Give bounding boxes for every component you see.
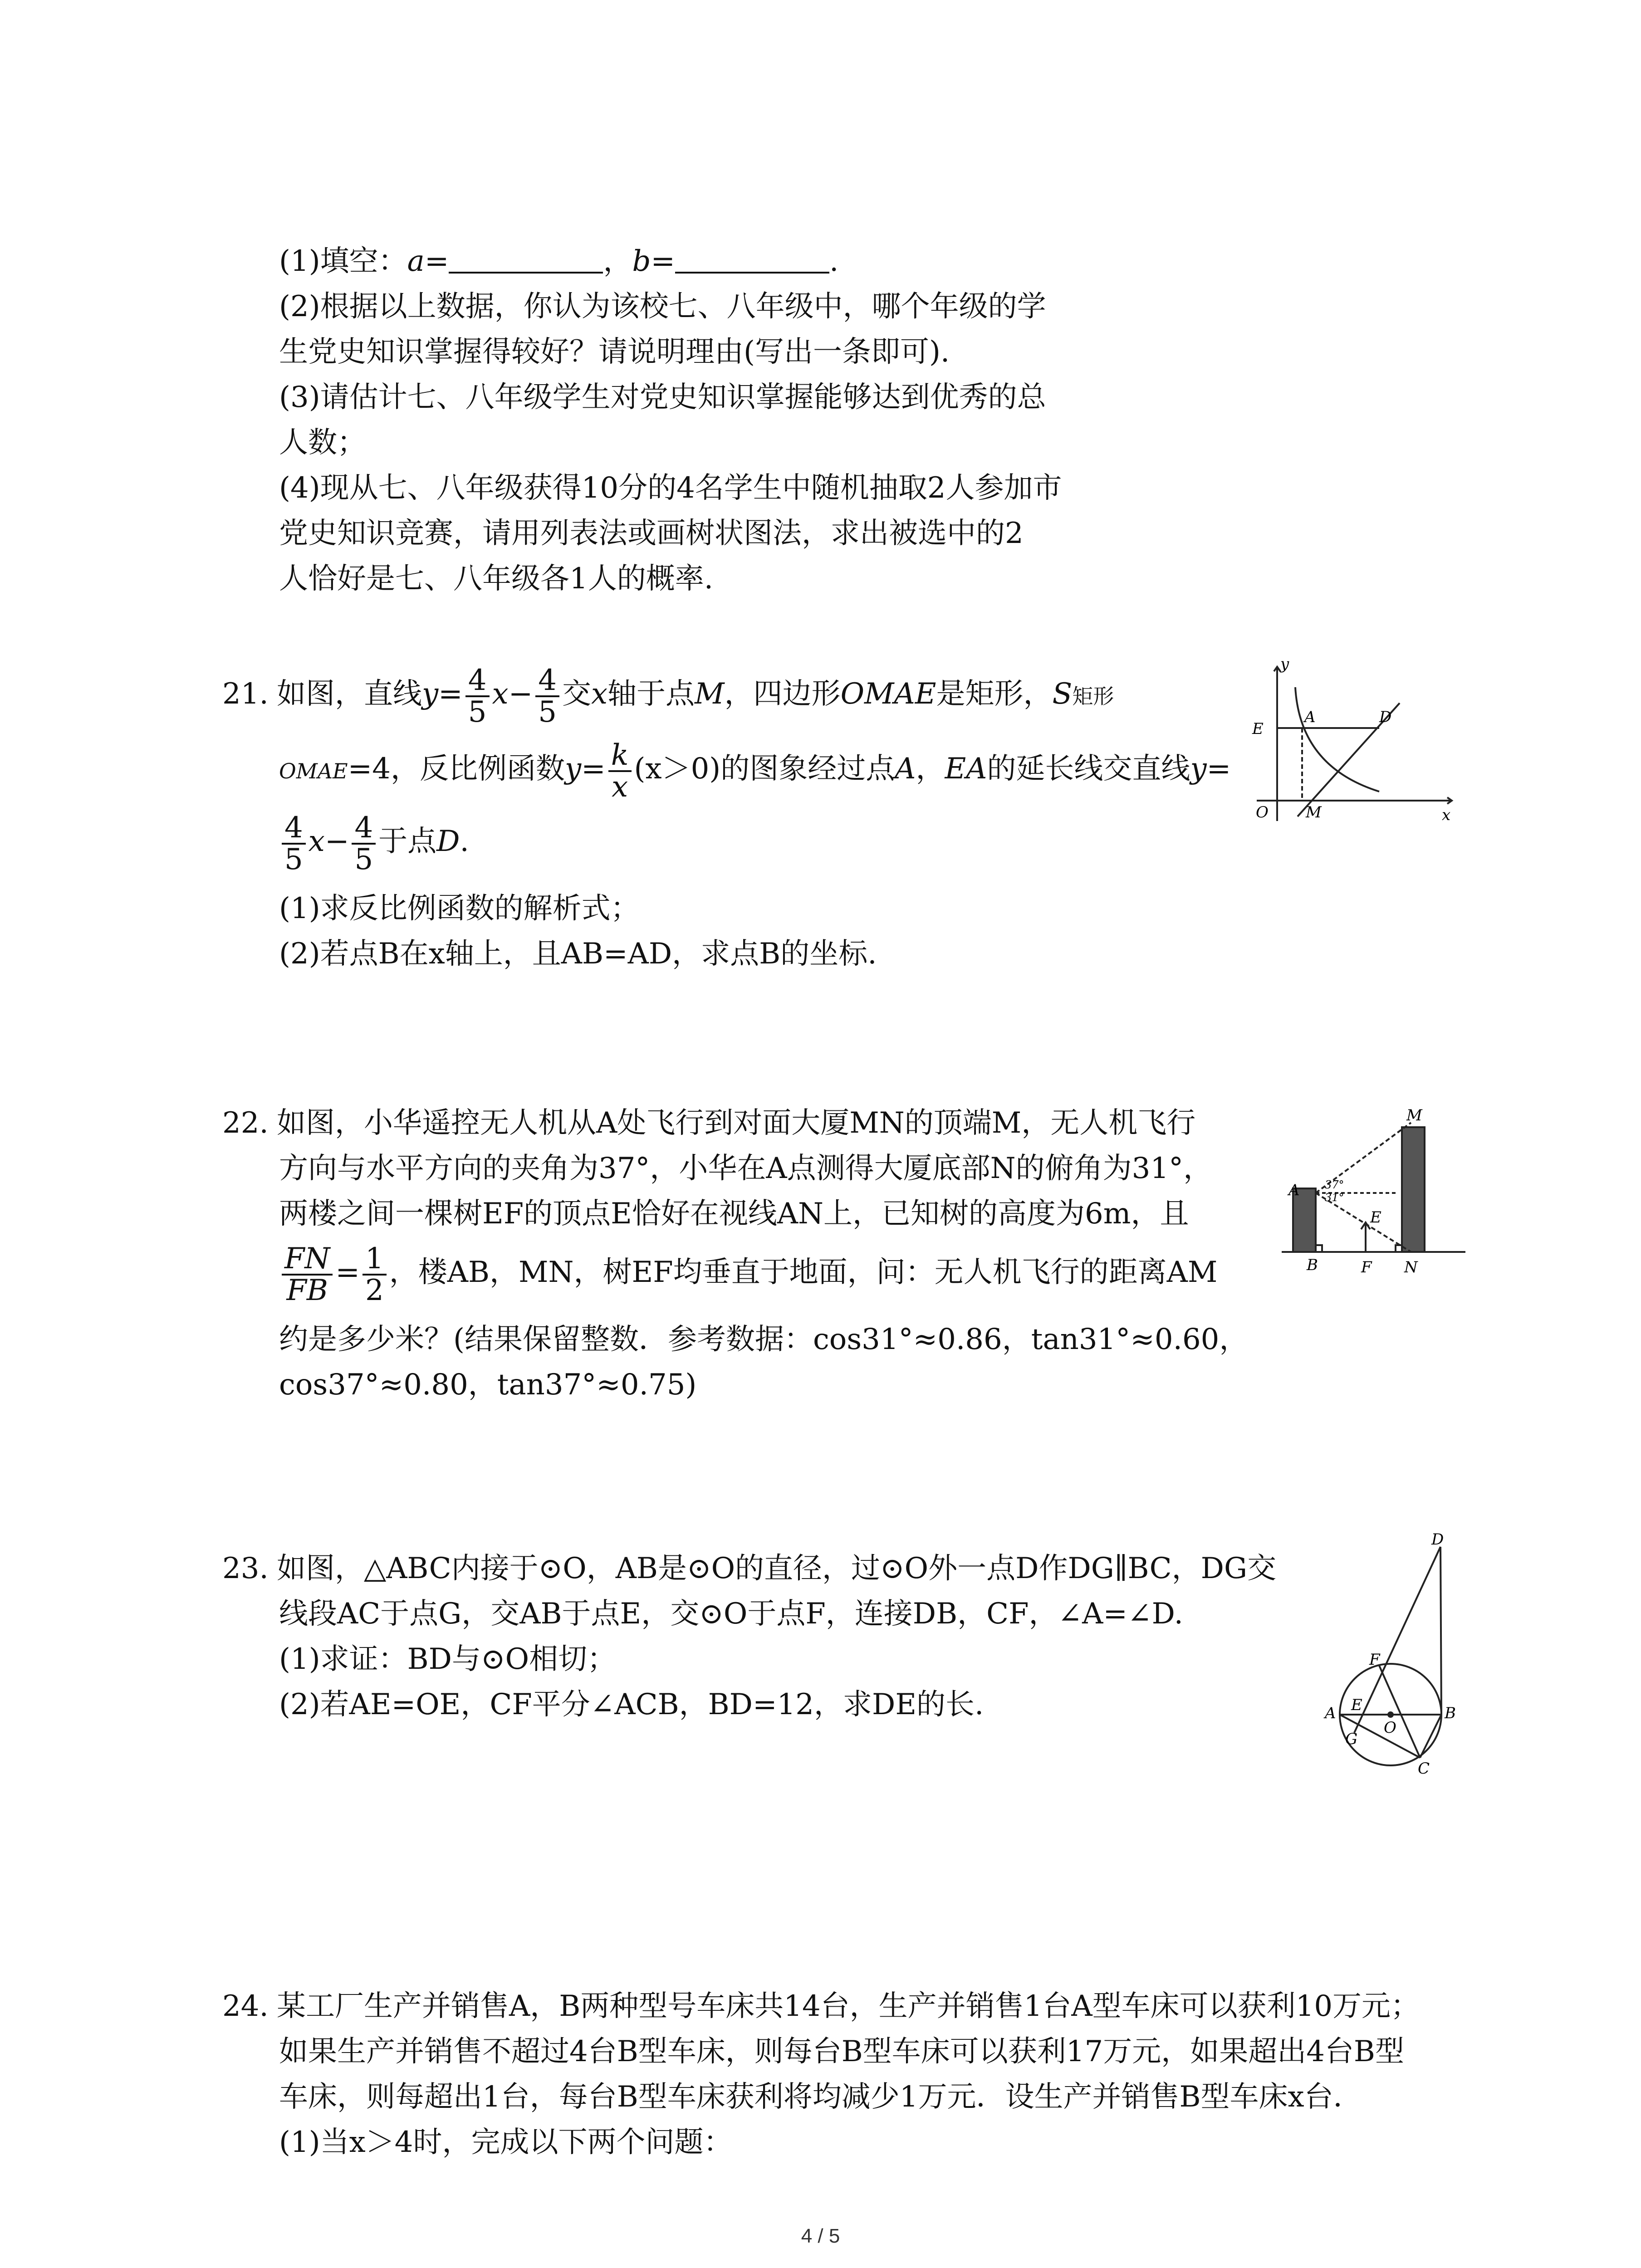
- fig-angle-37: 37°: [1325, 1178, 1344, 1191]
- q22-line2: 方向与水平方向的夹角为37°，小华在A点测得大厦底部N的俯角为31°，: [279, 1152, 1213, 1185]
- fig-label-x: x: [1442, 806, 1451, 824]
- fig-label-C: C: [1418, 1760, 1430, 1778]
- fig-label-F: F: [1369, 1651, 1380, 1669]
- fig-label-A: A: [1288, 1181, 1300, 1199]
- center-O: [1388, 1712, 1393, 1717]
- fraction-k-x: $\frac{k}{x}$: [608, 740, 632, 802]
- q23-part1: (1)求证：BD与⊙O相切；: [279, 1642, 617, 1676]
- fraction-4-5: $\frac{4}{5}$: [465, 665, 490, 727]
- q22-line4: $\frac{FN}{FB}$ = $\frac{1}{2}$ ，楼AB，MN，树EF均垂直于地面，问：无人机飞行的距离AM: [279, 1238, 1217, 1306]
- q22-line6: cos37°≈0.80，tan37°≈0.75): [279, 1368, 697, 1402]
- fig-label-B: B: [1445, 1704, 1456, 1722]
- segment-DB: [1440, 1547, 1441, 1715]
- answer-blank-a: [449, 244, 603, 274]
- right-angle-N: [1396, 1245, 1402, 1252]
- fig-label-B: B: [1307, 1256, 1318, 1274]
- fig-label-O: O: [1256, 803, 1269, 821]
- q21-figure: [1243, 653, 1461, 826]
- q24-line1: 24. 某工厂生产并销售A，B两种型号车床共14台，生产并销售1台A型车床可以获利10万元；: [222, 1984, 1420, 2028]
- fig-label-F: F: [1361, 1258, 1372, 1276]
- fig-label-A: A: [1325, 1704, 1336, 1722]
- q21-part2: (2)若点B在x轴上，且AB=AD，求点B的坐标.: [279, 937, 877, 971]
- answer-blank-b: [675, 244, 829, 274]
- question-number: 21.: [222, 677, 269, 711]
- fig-label-G: G: [1345, 1730, 1358, 1748]
- q20-part3-line1: (3)请估计七、八年级学生对党史知识掌握能够达到优秀的总: [279, 381, 1046, 414]
- q20-part4-line3: 人恰好是七、八年级各1人的概率.: [279, 562, 714, 596]
- q20-part2-line2: 生党史知识掌握得较好？请说明理由(写出一条即可).: [279, 335, 950, 369]
- fig-label-E: E: [1252, 720, 1264, 738]
- q21-line3: $\frac{4}{5}$ x− $\frac{4}{5}$ 于点D.: [279, 807, 469, 875]
- segment-CF: [1379, 1666, 1420, 1758]
- fig-angle-31: 31°: [1325, 1191, 1344, 1204]
- fig-label-D: D: [1379, 708, 1392, 726]
- question-number: 23.: [222, 1552, 269, 1585]
- fig-label-D: D: [1431, 1533, 1444, 1549]
- fig-label-A: A: [1304, 708, 1316, 726]
- q22-figure: [1279, 1098, 1470, 1288]
- q22-line3: 两楼之间一棵树EF的顶点E恰好在视线AN上，已知树的高度为6m，且: [279, 1197, 1189, 1231]
- q22-line5: 约是多少米？(结果保留整数．参考数据：cos31°≈0.86，tan31°≈0.60，: [279, 1323, 1249, 1356]
- right-angle-B: [1316, 1245, 1322, 1252]
- fraction-4-5: $\frac{4}{5}$: [535, 665, 559, 727]
- q23-line2: 线段AC于点G，交AB于点E，交⊙O于点F，连接DB，CF，∠A=∠D.: [279, 1597, 1183, 1631]
- q24-line3: 车床，则每超出1台，每台B型车床获利将均减少1万元．设生产并销售B型车床x台．: [279, 2080, 1362, 2114]
- fig-label-y: y: [1280, 655, 1289, 673]
- q24-line4: (1)当x＞4时，完成以下两个问题：: [279, 2126, 733, 2159]
- q23-part2: (2)若AE=OE，CF平分∠ACB，BD=12，求DE的长.: [279, 1688, 984, 1721]
- q21-line2: OMAE=4，反比例函数y= $\frac{k}{x}$ (x＞0)的图象经过点A，EA的延长线交直线y=: [279, 738, 1231, 804]
- page-number: 4 / 5: [801, 2225, 840, 2247]
- q21-line1: 21. 如图，直线y= $\frac{4}{5}$ x− $\frac{4}{5}$ 交x轴于点M，四边形OMAE是矩形，S矩形: [222, 660, 1114, 730]
- fig-label-N: N: [1404, 1258, 1418, 1276]
- fig-label-M: M: [1306, 803, 1322, 821]
- fig-label-E: E: [1370, 1208, 1381, 1227]
- fraction-FN-FB: $\frac{FN}{FB}$: [282, 1244, 333, 1305]
- fraction-4-5: $\frac{4}{5}$: [352, 813, 376, 875]
- fig-label-M: M: [1406, 1106, 1422, 1124]
- q22-line1: 22. 如图，小华遥控无人机从A处飞行到对面大厦MN的顶端M，无人机飞行: [222, 1101, 1195, 1145]
- fraction-1-2: $\frac{1}{2}$: [362, 1244, 387, 1305]
- question-number: 24.: [222, 1989, 269, 2023]
- q20-part4-line2: 党史知识竞赛，请用列表法或画树状图法，求出被选中的2: [279, 517, 1024, 550]
- segment-BC: [1420, 1715, 1441, 1758]
- q21-part1: (1)求反比例函数的解析式；: [279, 892, 640, 925]
- q24-line2: 如果生产并销售不超过4台B型车床，则每台B型车床可以获利17万元，如果超出4台B型: [279, 2035, 1404, 2068]
- question-number: 22.: [222, 1106, 269, 1140]
- q20-part3-line2: 人数；: [279, 426, 366, 459]
- fraction-4-5: $\frac{4}{5}$: [282, 813, 306, 875]
- q23-figure: [1316, 1533, 1470, 1787]
- q20-part2-line1: (2)根据以上数据，你认为该校七、八年级中，哪个年级的学: [279, 290, 1046, 323]
- q20-part4-line1: (4)现从七、八年级获得10分的4名学生中随机抽取2人参加市: [279, 471, 1062, 505]
- building-MN: [1402, 1127, 1425, 1252]
- fig-label-E: E: [1351, 1696, 1362, 1714]
- q20-part1: (1)填空：a= ，b= .: [279, 244, 839, 278]
- fig-label-O: O: [1384, 1719, 1396, 1737]
- q23-line1: 23. 如图，△ABC内接于⊙O，AB是⊙O的直径，过⊙O外一点D作DG∥BC，DG交: [222, 1547, 1276, 1590]
